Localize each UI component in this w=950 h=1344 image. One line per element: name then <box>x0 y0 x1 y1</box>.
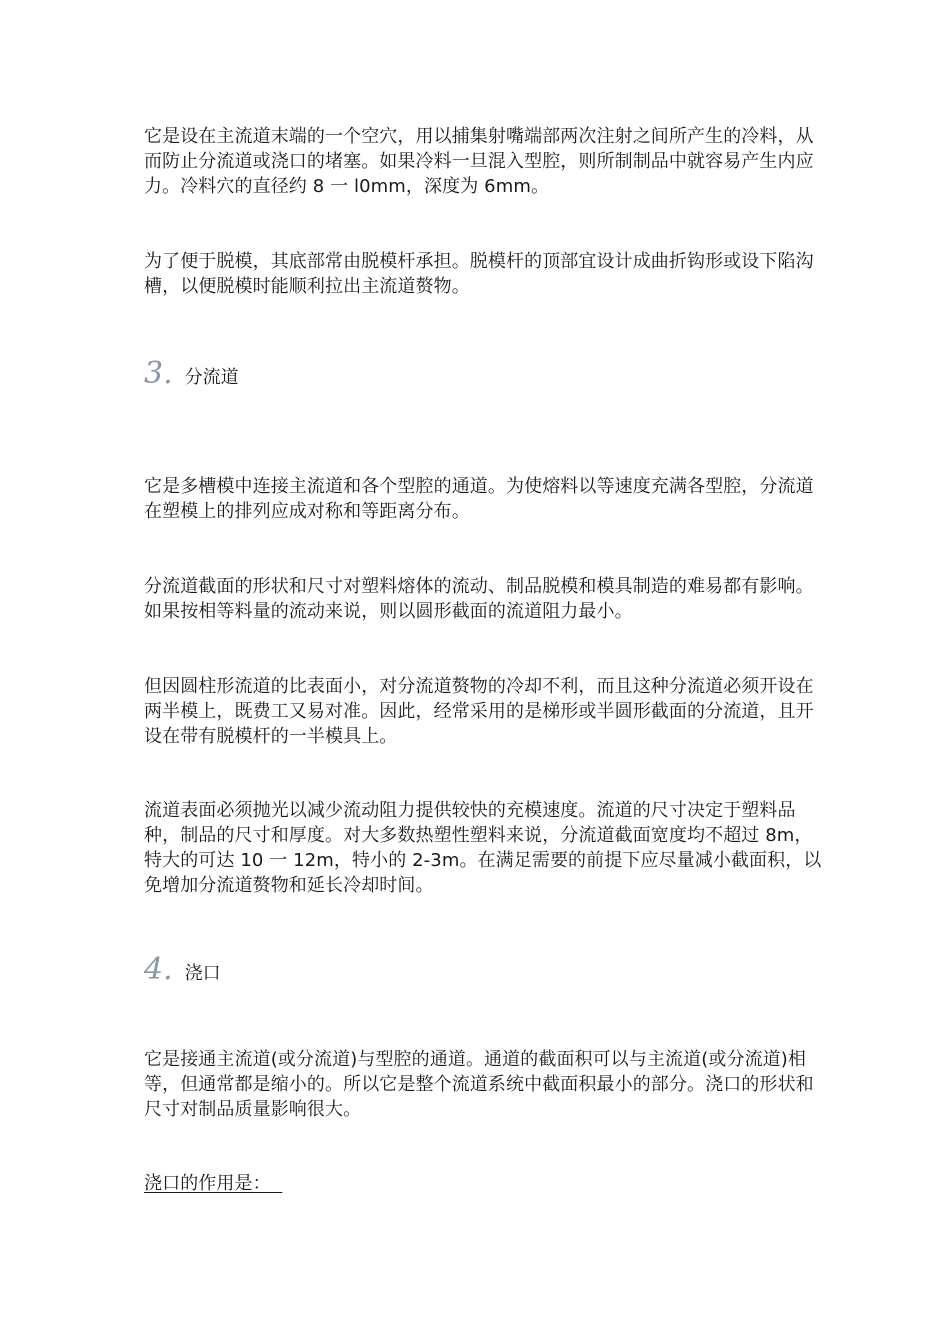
section-heading-runner <box>144 356 239 391</box>
section-heading-gate <box>144 952 221 987</box>
paragraph-gate-definition: 它是接通主流道(或分流道)与型腔的通道。通道的截面积可以与主流道(或分流道)相等，但通常都是缩小的。所以它是整个流道系统中截面积最小的部分。浇口的形状和尺寸对制品质量影响很大。 <box>144 1049 814 1120</box>
paragraph-gate-function-label <box>144 1171 824 1196</box>
section-number: 3. <box>144 356 173 391</box>
paragraph-ejector-pin: 为了便于脱模，其底部常由脱模杆承担。脱模杆的顶部宜设计成曲折钩形或设下陷沟槽，以便脱模时能顺利拉出主流道赘物。 <box>144 251 814 297</box>
paragraph-runner-definition: 它是多槽模中连接主流道和各个型腔的通道。为使熔料以等速度充满各型腔，分流道在塑模上的排列应成对称和等距离分布。 <box>144 476 814 522</box>
section-number: 4. <box>144 952 173 987</box>
paragraph-runner-cylindrical: 但因圆柱形流道的比表面小，对分流道赘物的冷却不利，而且这种分流道必须开设在两半模上，既费工又易对准。因此，经常采用的是梯形或半圆形截面的分流道，且开设在带有脱模杆的一半模具上。 <box>144 676 814 747</box>
paragraph-runner-section-shape: 分流道截面的形状和尺寸对塑料熔体的流动、制品脱模和模具制造的难易都有影响。如果按相等料量的流动来说，则以圆形截面的流道阻力最小。 <box>144 576 814 622</box>
paragraph-cold-slug-well: 它是设在主流道末端的一个空穴，用以捕集射嘴端部两次注射之间所产生的冷料，从而防止分流道或浇口的堵塞。如果冷料一旦混入型腔，则所制制品中就容易产生内应力。冷料穴的直径约 8 一 l0mm，深度为 6mm。 <box>144 126 814 197</box>
paragraph-runner-surface: 流道表面必须抛光以减少流动阻力提供较快的充模速度。流道的尺寸决定于塑料品种，制品的尺寸和厚度。对大多数热塑性塑料来说，分流道截面宽度均不超过 8m，特大的可达 10 一 12m，特小的 2-3m。在满足需要的前提下应尽量减小截面积，以免增加分流道赘物和延长冷却时间。 <box>144 800 822 896</box>
section-title: 分流道 <box>184 367 239 388</box>
section-title: 浇口 <box>184 963 221 984</box>
gate-function-label: 浇口的作用是： <box>144 1173 283 1194</box>
